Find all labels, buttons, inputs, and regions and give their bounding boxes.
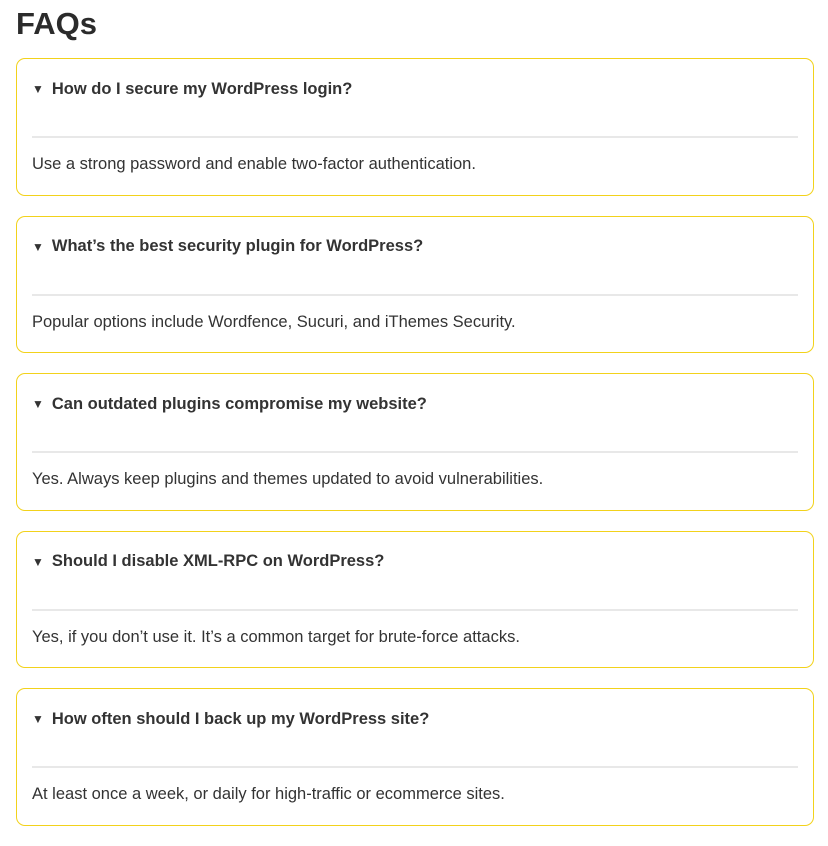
faq-answer: Use a strong password and enable two-factor authentication. [32,155,476,173]
faq-answer: Yes, if you don’t use it. It’s a common target for brute-force attacks. [32,627,520,646]
triangle-down-icon: ▼ [32,239,44,254]
page-title: FAQs [16,6,97,41]
faq-question: What’s the best security plugin for WordPress? [51,237,424,255]
faq-answer: Popular options include Wordfence, Sucuri, and iThemes Security. [32,312,516,331]
divider [32,451,798,453]
faq-item [16,216,814,354]
faq-question: Can outdated plugins compromise my website? [51,394,427,413]
faq-question-toggle[interactable] [32,217,798,257]
faq-question-toggle[interactable] [32,689,798,729]
divider [32,766,798,768]
triangle-down-icon: ▼ [32,712,44,726]
triangle-down-icon: ▼ [32,82,44,96]
divider [32,294,798,296]
faq-answer: At least once a week, or daily for high-traffic or ecommerce sites. [32,785,505,803]
divider [32,136,798,138]
faq-question: How often should I back up my WordPress site? [51,709,430,728]
faq-item [16,373,814,511]
divider [32,609,798,611]
faq-question: Should I disable XML-RPC on WordPress? [51,552,385,570]
faq-question: How do I secure my WordPress login? [51,79,353,98]
faq-item [16,58,814,196]
faq-item [16,688,814,826]
faq-question-toggle[interactable] [32,374,798,414]
triangle-down-icon: ▼ [32,397,44,411]
faq-question-toggle[interactable] [32,59,798,99]
faq-answer: Yes. Always keep plugins and themes updated to avoid vulnerabilities. [32,470,544,488]
faq-question-toggle[interactable] [32,532,798,572]
faq-item [16,531,814,669]
triangle-down-icon: ▼ [32,554,44,569]
faq-list [16,58,814,846]
